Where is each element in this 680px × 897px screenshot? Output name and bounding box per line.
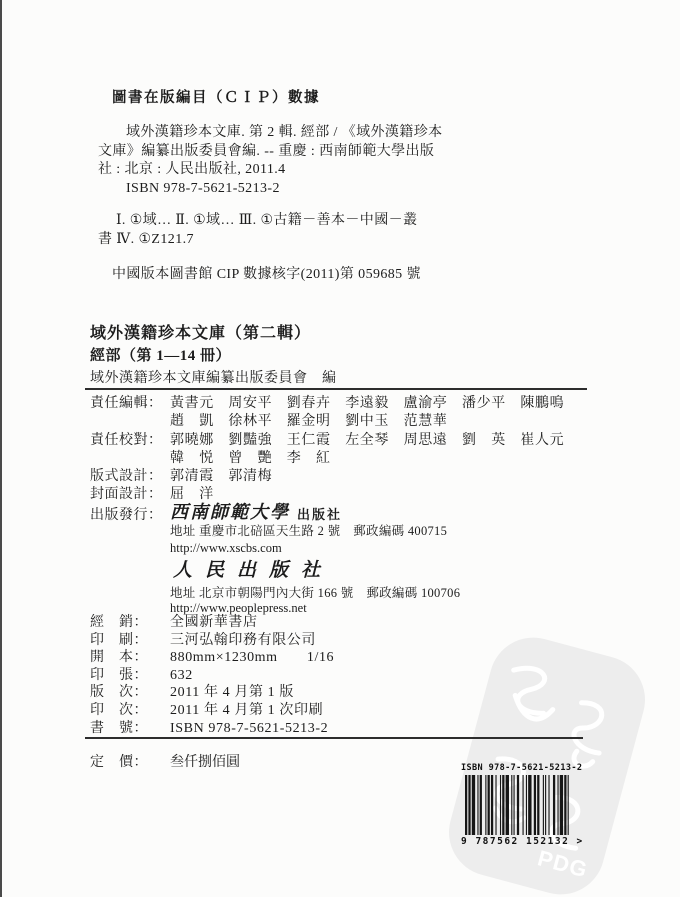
staff-row [90, 450, 564, 468]
printing-label: 印 張： [90, 667, 148, 683]
swnu-press-suffix: 出版社 [297, 507, 343, 522]
staff-label: 版式設計： [90, 469, 163, 485]
staff-names: 郭曉娜 劉豔強 王仁霞 左全琴 周思遠 劉 英 崔人元 [170, 432, 565, 448]
staff-names: 屈 洋 [170, 487, 214, 503]
staff-label [90, 450, 170, 468]
staff-label [90, 413, 170, 431]
barcode-isbn-text: ISBN 978-7-5621-5213-2 [461, 763, 583, 773]
staff-label: 封面設計： [90, 487, 163, 503]
compiler-line: 域外漢籍珍本文庫編纂出版委員會 編 [90, 371, 337, 386]
cip-record-line: 域外漢籍珍本文庫. 第 2 輯. 經部 / 《域外漢籍珍本 [126, 125, 443, 140]
printing-label: 版 次： [90, 685, 148, 701]
staff-table [90, 395, 564, 505]
printing-label: 開 本： [90, 650, 148, 666]
cip-record-number: 中國版本圖書館 CIP 數據核字(2011)第 059685 號 [112, 267, 421, 282]
printing-label: 印 次： [90, 702, 148, 718]
divider-top [85, 388, 587, 390]
staff-row [90, 413, 564, 431]
cip-record-line: 文庫》編纂出版委員會編. -- 重慶 : 西南師範大學出版 [98, 143, 435, 159]
swnu-press-logo: 西南師範大學 [170, 502, 290, 522]
cip-header: 圖書在版編目（ＣＩＰ）數據 [112, 90, 320, 106]
printing-value: 2011 年 4 月第 1 版 [170, 685, 294, 701]
staff-names: 韓 悦 曾 艷 李 紅 [170, 450, 331, 466]
cip-record [98, 124, 543, 198]
printing-value: 2011 年 4 月第 1 次印刷 [170, 702, 324, 718]
cip-record-line: 社 : 北京 : 人民出版社, 2011.4 [98, 162, 286, 177]
volume-title: 經部（第 1—14 冊） [90, 348, 232, 364]
printing-label: 經 銷： [90, 615, 148, 630]
barcode-digits: 9 787562 152132 > [461, 836, 584, 847]
printing-row [90, 702, 334, 720]
cip-record-line: ISBN 978-7-5621-5213-2 [126, 180, 280, 196]
staff-names: 黃書元 周安平 劉春卉 李遠毅 盧渝亭 潘少平 陳鵬鳴 [170, 396, 565, 411]
barcode-bars [461, 775, 577, 835]
printing-label: 書 號： [90, 720, 148, 736]
price-row [90, 751, 240, 771]
staff-row [90, 432, 564, 450]
series-title: 域外漢籍珍本文庫（第二輯） [90, 325, 312, 342]
isbn-barcode [461, 763, 584, 847]
watermark-pdg-label: PDG [535, 845, 591, 883]
price-value: 叁仟捌佰圓 [170, 755, 240, 770]
people-press-logo: 人民出版社 [173, 560, 334, 581]
cip-classification-line: 書 Ⅳ. ①Z121.7 [98, 231, 194, 247]
printing-row [90, 684, 334, 702]
staff-label: 責任編輯： [90, 396, 163, 411]
staff-row [90, 395, 564, 413]
swnu-url: http://www.xscbs.com [170, 541, 282, 555]
printing-row [90, 649, 334, 667]
people-url: http://www.peoplepress.net [170, 601, 307, 615]
staff-row [90, 468, 564, 486]
scan-edge-line [0, 0, 2, 897]
printing-table [90, 614, 334, 737]
cip-classification-line: Ⅰ. ①域… Ⅱ. ①域… Ⅲ. ①古籍－善本－中國－叢 [116, 213, 418, 228]
publisher-label: 出版發行： [90, 508, 163, 523]
divider-bottom [85, 737, 583, 739]
printing-value: 632 [170, 667, 193, 683]
people-address: 地址 北京市朝陽門內大街 166 號 郵政編碼 100706 [170, 586, 461, 600]
price-label: 定 價： [90, 755, 148, 770]
cip-classification [98, 212, 543, 249]
swnu-address: 地址 重慶市北碚區天生路 2 號 郵政編碼 400715 [170, 524, 448, 538]
staff-names: 郭清霞 郭清梅 [170, 469, 273, 485]
printing-row [90, 632, 334, 650]
printing-row [90, 667, 334, 685]
printing-row [90, 614, 334, 632]
printing-label: 印 刷： [90, 632, 148, 648]
printing-row [90, 720, 334, 738]
printing-value: 880mm×1230mm 1/16 [170, 650, 335, 666]
printing-value: 三河弘翰印務有限公司 [170, 632, 316, 648]
printing-value: ISBN 978-7-5621-5213-2 [170, 720, 329, 736]
printing-value: 全國新華書店 [170, 615, 258, 630]
staff-names: 趙 凱 徐林平 羅金明 劉中玉 范慧華 [170, 414, 448, 430]
staff-label: 責任校對： [90, 432, 163, 448]
